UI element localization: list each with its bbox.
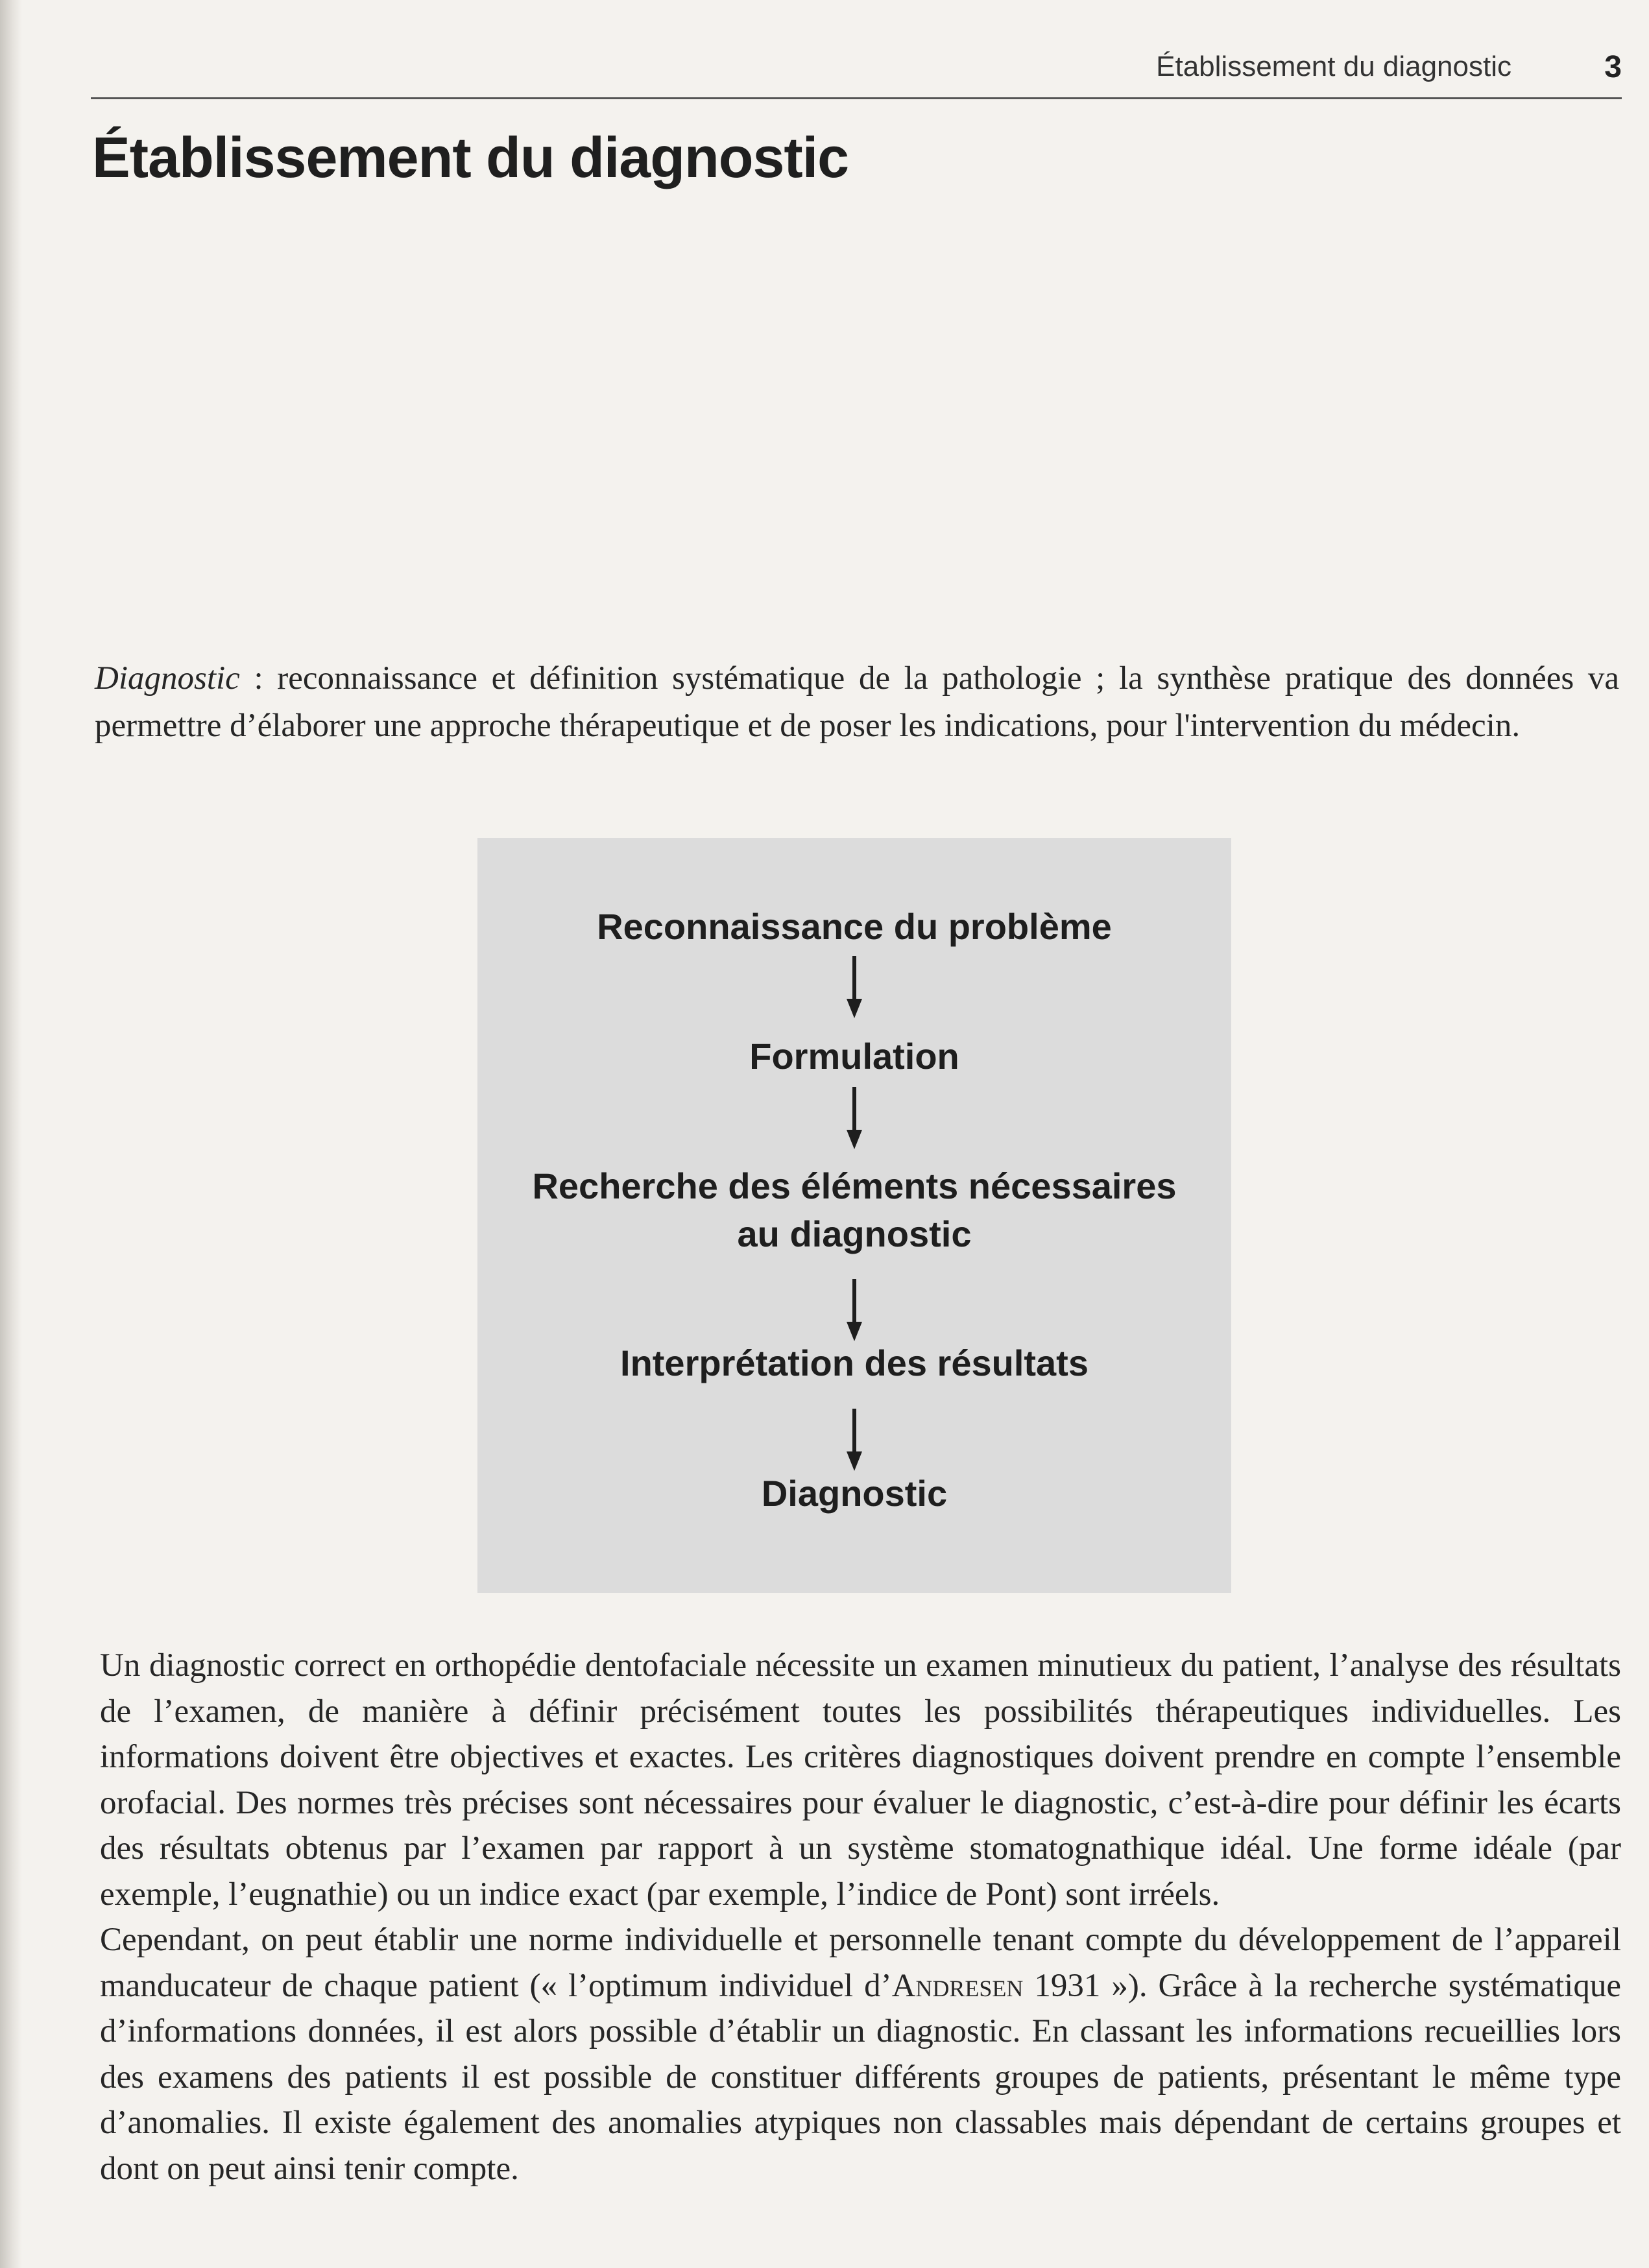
down-arrow-icon xyxy=(845,1409,864,1471)
page-edge-shadow xyxy=(0,0,22,2268)
chapter-title: Établissement du diagnostic xyxy=(92,125,849,189)
definition-term: Diagnostic xyxy=(95,660,240,697)
down-arrow-icon xyxy=(845,956,864,1018)
flow-step-recognition: Reconnaissance du problème xyxy=(597,906,1112,947)
definition-text: : reconnaissance et définition systématique de la pathologie ; la synthèse pratique des données va permettre d’élaborer une approche thérapeutique et de poser les indications, pour l'intervention du médecin. xyxy=(95,660,1619,744)
author-name: Andresen xyxy=(891,1967,1024,2004)
body-paragraph-1: Un diagnostic correct en orthopédie dentofaciale nécessite un examen minutieux du patient, l’analyse des résultats de l’examen, de manière à définir précisément toutes les possibilités thérapeutiques individuelles. Les informations doivent être objectives et exactes. Les critères diagnostiques doivent prendre en compte l’ensemble orofacial. Des normes très précises sont nécessaires pour évaluer le diagnostic, c’est-à-dire pour définir les écarts des résultats obtenus par l’examen par rapport à un système stomatognathique idéal. Une forme idéale (par exemple, l’eugnathie) ou un indice exact (par exemple, l’indice de Pont) sont irréels. xyxy=(100,1647,1621,1913)
down-arrow-icon xyxy=(845,1279,864,1341)
flow-step-research-continued: au diagnostic xyxy=(737,1213,972,1254)
diagnostic-flowchart xyxy=(477,838,1231,1593)
running-title: Établissement du diagnostic xyxy=(1156,51,1511,82)
header-rule xyxy=(91,97,1622,99)
body-paragraph-2-end: 1931 »). Grâce à la recherche systématique d’informations données, il est alors possible d’établir un diagnostic. En classant les informations recueillies lors des examens des patients il est possible de constituer différents groupes de patients, présentant le même type d’anomalies. Il existe également des anomalies atypiques non classables mais dépendant de certains groupes et dont on peut ainsi tenir compte. xyxy=(100,1967,1621,2187)
flow-step-interpretation: Interprétation des résultats xyxy=(620,1343,1089,1383)
body-paragraph-2-start: Cependant, on peut établir une norme individuelle et personnelle tenant compte du développement de l’appareil manducateur de chaque patient (« l’optimum individuel d’ xyxy=(100,1922,1621,2004)
flow-step-formulation: Formulation xyxy=(749,1036,959,1077)
down-arrow-icon xyxy=(845,1087,864,1149)
page-number: 3 xyxy=(1604,50,1622,84)
definition-paragraph xyxy=(95,655,1619,750)
running-header xyxy=(1103,51,1622,96)
body-text xyxy=(100,1643,1621,2191)
flow-step-research: Recherche des éléments nécessaires xyxy=(532,1165,1177,1206)
flow-step-diagnostic: Diagnostic xyxy=(761,1473,948,1514)
body-paragraph-2 xyxy=(100,1917,1621,2191)
